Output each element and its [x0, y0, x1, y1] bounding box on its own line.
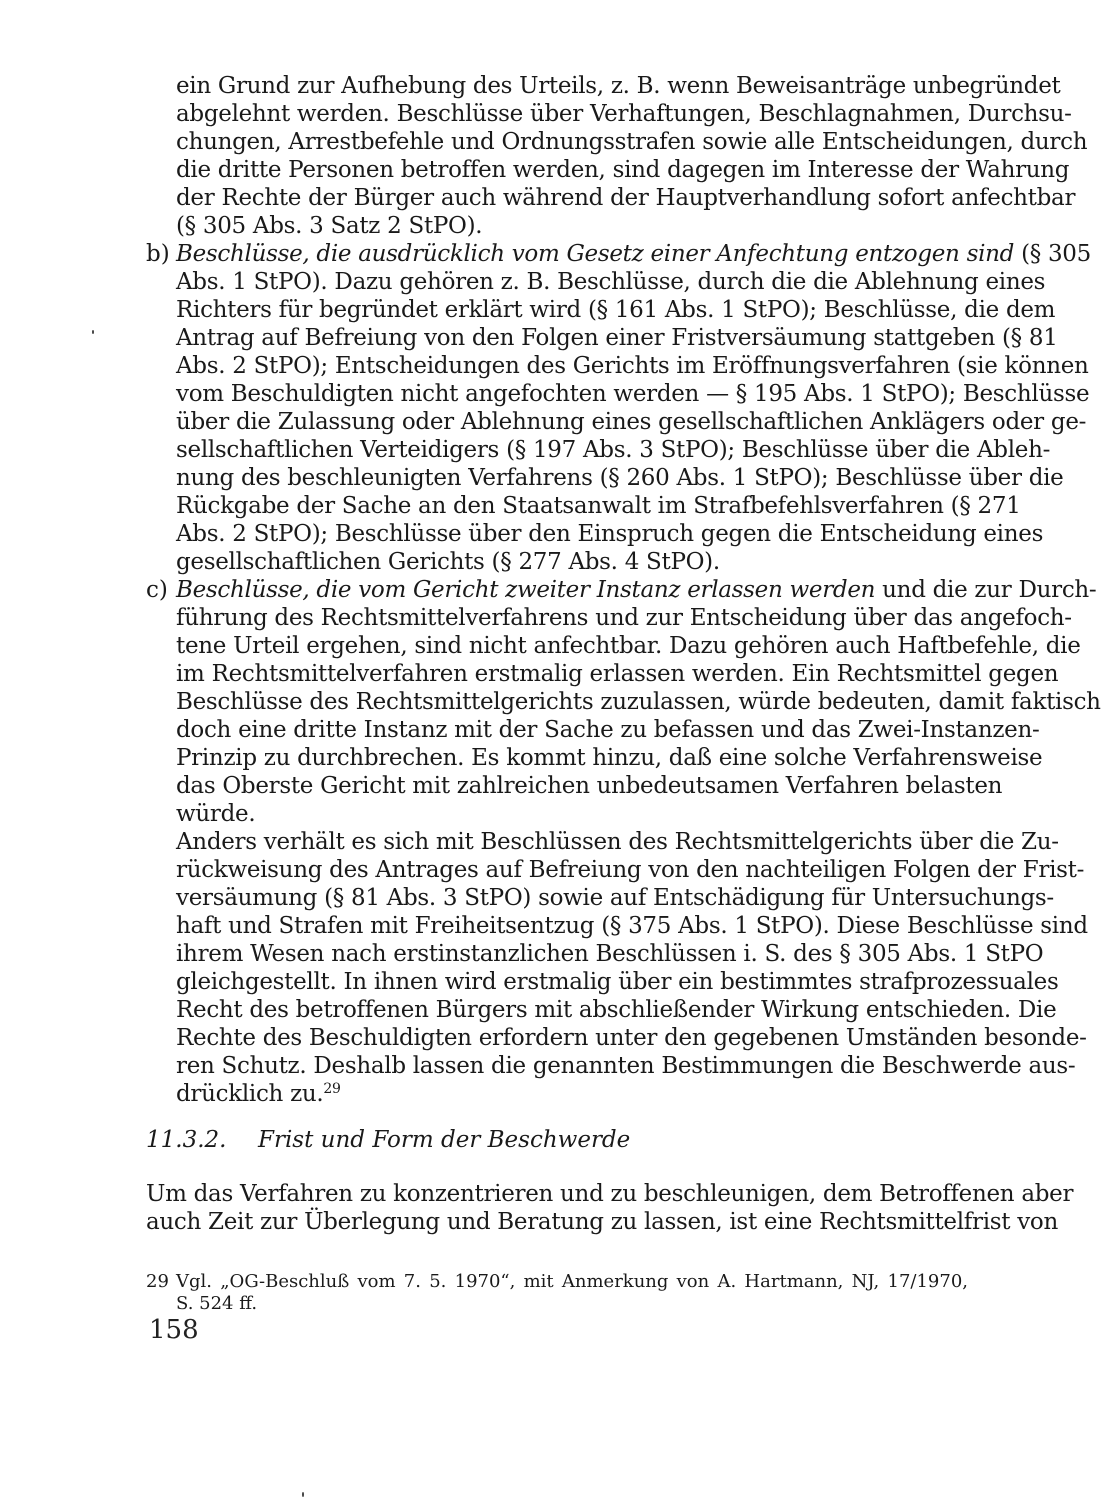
text-line: (§ 305 Abs. 3 Satz 2 StPO).: [176, 213, 483, 239]
text-line: gleichgestellt. In ihnen wird erstmalig über ein bestimmtes strafprozessuales: [176, 969, 1059, 995]
last-line-text: drücklich zu.: [176, 1081, 324, 1107]
footnote-line: S. 524 ff.: [176, 1293, 258, 1314]
text-line: Antrag auf Befreiung von den Folgen einer Fristversäumung stattgeben (§ 81: [176, 325, 1058, 351]
text-line: die dritte Personen betroffen werden, sind dagegen im Interesse der Wahrung: [176, 157, 1070, 183]
text-line: Recht des betroffenen Bürgers mit abschließender Wirkung entschieden. Die: [176, 997, 1057, 1023]
text-line: chungen, Arrestbefehle und Ordnungsstrafen sowie alle Entscheidungen, durch: [176, 129, 1088, 155]
text-line: versäumung (§ 81 Abs. 3 StPO) sowie auf Entschädigung für Untersuchungs-: [176, 885, 1054, 911]
text-line: führung des Rechtsmittelverfahrens und zur Entscheidung über das angefoch-: [176, 605, 1072, 631]
text-line: Abs. 2 StPO); Beschlüsse über den Einspruch gegen die Entscheidung eines: [176, 521, 1044, 547]
text-line: sellschaftlichen Verteidigers (§ 197 Abs. 3 StPO); Beschlüsse über die Ableh-: [176, 437, 1051, 463]
text-line: ein Grund zur Aufhebung des Urteils, z. B. wenn Beweisanträge unbegründet: [176, 73, 1061, 99]
lead-rest: (§ 305: [1014, 241, 1091, 267]
footnote-reference: 29: [323, 1081, 341, 1097]
text-line: Um das Verfahren zu konzentrieren und zu beschleunigen, dem Betroffenen aber: [146, 1181, 1074, 1207]
text-line: nung des beschleunigten Verfahrens (§ 260 Abs. 1 StPO); Beschlüsse über die: [176, 465, 1064, 491]
text-line: Rückgabe der Sache an den Staatsanwalt im Strafbefehlsverfahren (§ 271: [176, 493, 1021, 519]
text-line: ren Schutz. Deshalb lassen die genannten Bestimmungen die Beschwerde aus-: [176, 1053, 1076, 1079]
text-line: Abs. 1 StPO). Dazu gehören z. B. Beschlüsse, durch die die Ablehnung eines: [176, 269, 1046, 295]
text-line: Anders verhält es sich mit Beschlüssen des Rechtsmittelgerichts über die Zu-: [176, 829, 1059, 855]
text-line: haft und Strafen mit Freiheitsentzug (§ 375 Abs. 1 StPO). Diese Beschlüsse sind: [176, 913, 1088, 939]
italic-lead: Beschlüsse, die ausdrücklich vom Gesetz einer Anfechtung entzogen sind: [176, 241, 1015, 267]
text-line: gesellschaftlichen Gerichts (§ 277 Abs. 4 StPO).: [176, 549, 720, 575]
text-line: rückweisung des Antrages auf Befreiung von den nachteiligen Folgen der Frist-: [176, 857, 1085, 883]
text-line: Abs. 2 StPO); Entscheidungen des Gerichts im Eröffnungsverfahren (sie können: [176, 353, 1089, 379]
text-line: im Rechtsmittelverfahren erstmalig erlassen werden. Ein Rechtsmittel gegen: [176, 661, 1059, 687]
text-line-lead: [176, 240, 1091, 268]
list-marker: c): [146, 577, 168, 603]
text-line: ihrem Wesen nach erstinstanzlichen Beschlüssen i. S. des § 305 Abs. 1 StPO: [176, 941, 1044, 967]
page-number: 158: [149, 1315, 199, 1345]
text-line: Prinzip zu durchbrechen. Es kommt hinzu, daß eine solche Verfahrensweise: [176, 745, 1043, 771]
footnote-line: Vgl. „OG-Beschluß vom 7. 5. 1970“, mit Anmerkung von A. Hartmann, NJ, 17/1970,: [176, 1271, 968, 1292]
text-line-lead: [176, 576, 1097, 604]
text-line: über die Zulassung oder Ablehnung eines gesellschaftlichen Anklägers oder ge-: [176, 409, 1087, 435]
text-line: vom Beschuldigten nicht angefochten werden — § 195 Abs. 1 StPO); Beschlüsse: [176, 381, 1090, 407]
text-line: würde.: [176, 801, 256, 827]
text-line: tene Urteil ergehen, sind nicht anfechtbar. Dazu gehören auch Haftbefehle, die: [176, 633, 1081, 659]
italic-lead: Beschlüsse, die vom Gericht zweiter Instanz erlassen werden: [176, 577, 876, 603]
text-line: auch Zeit zur Überlegung und Beratung zu lassen, ist eine Rechtsmittelfrist von: [146, 1209, 1058, 1235]
text-line: Rechte des Beschuldigten erfordern unter den gegebenen Umständen besonde-: [176, 1025, 1087, 1051]
text-line: Richters für begründet erklärt wird (§ 161 Abs. 1 StPO); Beschlüsse, die dem: [176, 297, 1056, 323]
text-line: das Oberste Gericht mit zahlreichen unbedeutsamen Verfahren belasten: [176, 773, 1003, 799]
lead-rest: und die zur Durch-: [875, 577, 1097, 603]
section-number: 11.3.2.: [146, 1127, 227, 1153]
scan-speck: [302, 1492, 304, 1497]
scan-speck: [92, 330, 94, 334]
list-marker: b): [146, 241, 170, 267]
section-title: Frist und Form der Beschwerde: [258, 1127, 631, 1153]
text-line: doch eine dritte Instanz mit der Sache zu befassen und das Zwei-Instanzen-: [176, 717, 1040, 743]
text-line: Beschlüsse des Rechtsmittelgerichts zuzulassen, würde bedeuten, damit faktisch: [176, 689, 1101, 715]
text-line: abgelehnt werden. Beschlüsse über Verhaftungen, Beschlagnahmen, Durchsu-: [176, 101, 1072, 127]
text-line: der Rechte der Bürger auch während der Hauptverhandlung sofort anfechtbar: [176, 185, 1076, 211]
footnote-number: 29: [146, 1271, 169, 1292]
text-line-last: [176, 1080, 341, 1108]
